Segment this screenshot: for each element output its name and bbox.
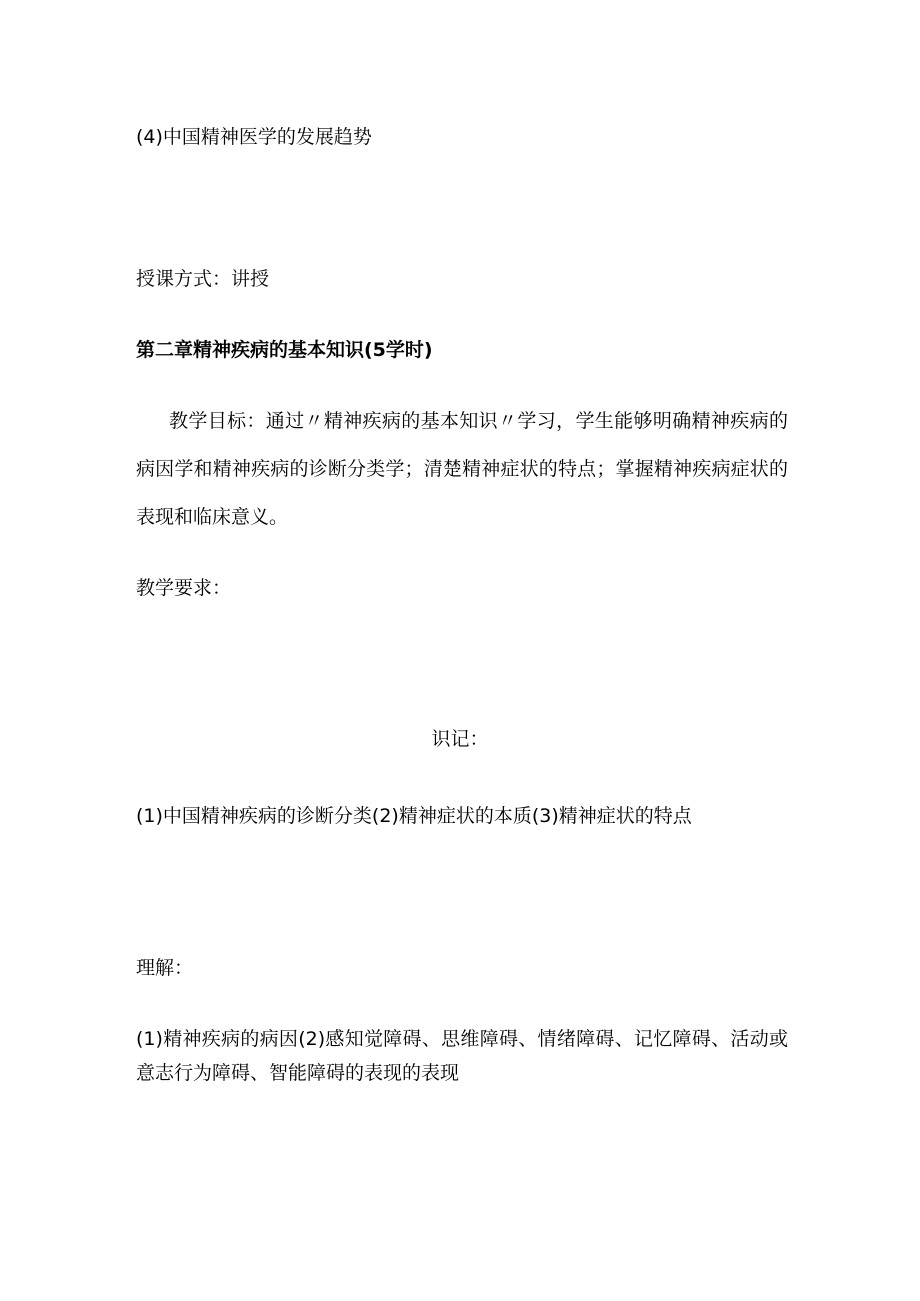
memorize-label: 识记： [431, 728, 489, 750]
memorize-items: (1)中国精神疾病的诊断分类(2)精神症状的本质(3)精神症状的特点 [136, 805, 692, 827]
trend-item: (4)中国精神医学的发展趋势 [136, 126, 372, 148]
teaching-objectives: 教学目标：通过〃精神疾病的基本知识〃学习，学生能够明确精神疾病的病因学和精神疾病的诊断分类学；清楚精神症状的特点；掌握精神疾病症状的表现和临床意义。 [136, 410, 788, 528]
understand-label: 理解： [136, 957, 194, 979]
requirements-label: 教学要求： [136, 577, 232, 599]
chapter-title: 第二章精神疾病的基本知识(5学时) [136, 339, 433, 361]
teaching-method: 授课方式：讲授 [136, 268, 270, 290]
understand-items: (1)精神疾病的病因(2)感知觉障碍、思维障碍、情绪障碍、记忆障碍、活动或意志行为障碍、智能障碍的表现的表现 [136, 1028, 788, 1084]
